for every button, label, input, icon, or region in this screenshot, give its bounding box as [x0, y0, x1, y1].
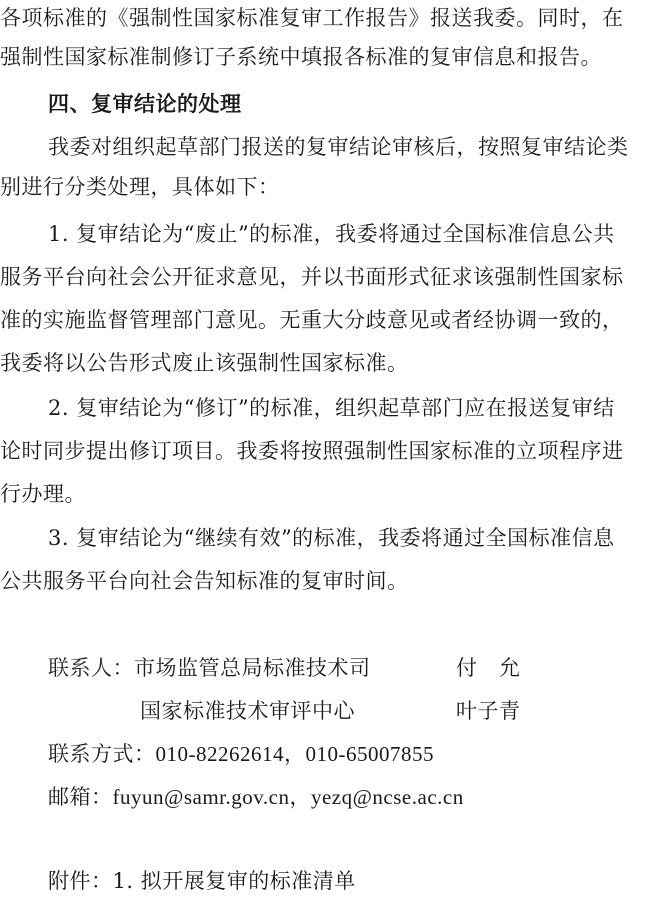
paragraph-line: 我委对组织起草部门报送的复审结论审核后，按照复审结论类: [48, 135, 629, 159]
paragraph-line: 别进行分类处理，具体如下：: [0, 175, 280, 199]
paragraph-line: 各项标准的《强制性国家标准复审工作报告》报送我委。同时，在: [0, 6, 624, 30]
section-heading: 四、复审结论的处理: [48, 92, 242, 116]
email-value: fuyun@samr.gov.cn，yezq@ncse.ac.cn: [112, 785, 464, 809]
contact-label: [48, 654, 371, 682]
contact-name: 叶子青: [456, 699, 521, 723]
contact-org: 市场监管总局标准技术司: [134, 656, 371, 680]
list-item-line: 我委将以公告形式废止该强制性国家标准。: [0, 351, 409, 375]
contact-phone: [48, 740, 434, 768]
contact-email: [48, 783, 464, 811]
list-item-line: 服务平台向社会公开征求意见，并以书面形式征求该强制性国家标: [0, 265, 624, 289]
list-item-line: 3. 复审结论为“继续有效”的标准，我委将通过全国标准信息: [48, 526, 615, 550]
attachment-item: 1. 拟开展复审的标准清单: [112, 869, 356, 893]
phone-label: 联系方式：: [48, 742, 156, 766]
list-item-line: 2. 复审结论为“修订”的标准，组织起草部门应在报送复审结: [48, 396, 615, 420]
list-item-line: 行办理。: [0, 482, 86, 506]
attachment-label: 附件：: [48, 869, 113, 893]
paragraph-line: 强制性国家标准制修订子系统中填报各标准的复审信息和报告。: [0, 45, 602, 69]
attachment-line: [48, 867, 356, 895]
contact-label-text: 联系人：: [48, 656, 134, 680]
list-item-line: 公共服务平台向社会告知标准的复审时间。: [0, 569, 409, 593]
list-item-line: 论时同步提出修订项目。我委将按照强制性国家标准的立项程序进: [0, 439, 624, 463]
email-label: 邮箱：: [48, 785, 113, 809]
list-item-line: 1. 复审结论为“废止”的标准，我委将通过全国标准信息公共: [48, 222, 615, 246]
list-item-line: 准的实施监督管理部门意见。无重大分歧意见或者经协调一致的，: [0, 308, 624, 332]
phone-value: 010-82262614，010-65007855: [155, 742, 434, 766]
contact-org: 国家标准技术审评中心: [140, 699, 355, 723]
contact-name: 付 允: [456, 656, 521, 680]
